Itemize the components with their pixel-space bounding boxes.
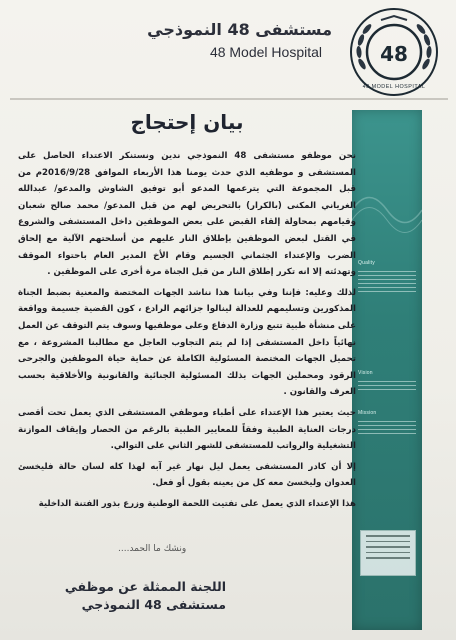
sidebar-label-vision: Vision xyxy=(358,370,373,376)
paragraph-5: هذا الإعتداء الذي يعمل على تفتيت اللحمة الوطنية وزرع بذور الفتنة الداخلية xyxy=(38,498,356,509)
sidebar-text-lines xyxy=(358,418,416,437)
hospital-name-english: 48 Model Hospital xyxy=(209,44,322,60)
contact-box xyxy=(360,530,416,576)
sidebar-text-lines xyxy=(358,378,416,393)
paragraph-1: نحن موظفو مستشفى 48 النموذجي ندين ونستنكر الاعتداء الحاصل على المستشفى و موظفيه الذي حدث يومنا هذا الأربعاء الموافق 2016/9/28م من قبل المجموعة التي يترعمها المدعو أبو توفيق الشاوش والمدعو/ عبدالله الغرياني المكنى (بالكرار) بالتحريض لهم من قبل المدعو/ محمد صالح شعبان وقيامهم بمحاولة إلقاء القبض على بعض الموظفين داخل المستشفى والشروع في القتل لبعض الموظفين بإطلاق النار عليهم من أسلحتهم الآلية مع إلحاق الضرب والإعتداء الجثماني الجسيم وقام الأخ المدير العام باحتواء الموقف وتهدئته إلا انه تكرر إطلاق النار من قبل الجناة مرة أخرى على الموظفين . xyxy=(18,151,356,278)
hospital-logo xyxy=(348,6,440,98)
paragraph-4: إلا أن كادر المستشفى يعمل ليل نهار غير آبه لهذا كله لسان حالة فليخسئ العدوان وليخسئ معه كل من يعينه بقول أو فعل. xyxy=(18,461,356,489)
paragraph-3: حيث يعتبر هذا الإعتداء على أطباء وموظفي المستشفى الذي يعمل تحت أقصى درجات العناية الطبية وفقاً للمعايير الطبية بالرغم من الحصار وإيقاف الموازنة التشغيلية والرواتب للمستشفى للشهر الثاني على التوالي. xyxy=(18,407,356,452)
statement-title: بيان إحتجاج xyxy=(130,110,244,134)
paragraph-2: لذلك وعليه: فإننا وفي بياننا هذا نناشد الجهات المختصة والمعنية بضبط الجناة المذكورين وتسليمهم للعدالة لينالوا جزائهم الرادع ، كون القضية جسيمة وواقعة على منشأة طبية تتبع وزارة الدفاع وعلى موظفيها وسوف يتم التوقف عن العمل نهائياً داخل المستشفى إذا لم يتم التجاوب العاجل مع مطالبنا المشروعة ، مع تحميل الجهات المختصة المسئولية الكاملة عن حماية حياة الموظفين والجرحى الرقود ومحملين الجهات بذلك المسئولية الجنائية والقانونية والأخلاقية بحسب العرف والقانون . xyxy=(18,287,356,398)
header-divider xyxy=(10,98,448,100)
letter-body xyxy=(18,106,356,516)
letterhead xyxy=(0,0,456,100)
hospital-line: مستشفى 48 النموذجي xyxy=(81,597,226,612)
sidebar-text-lines xyxy=(358,268,416,295)
committee-line: اللجنة الممثلة عن موظفي xyxy=(64,579,226,594)
wave-decoration xyxy=(352,180,422,240)
logo-number: 48 xyxy=(380,42,408,66)
decorative-sidebar xyxy=(352,110,422,630)
sidebar-label-quality: Quality xyxy=(358,260,375,266)
handwritten-note: ....ونشك ما الحمد xyxy=(118,544,187,554)
logo-text: 48 MODEL HOSPITAL xyxy=(362,84,426,90)
sidebar-label-mission: Mission xyxy=(358,410,377,416)
hospital-name-arabic: مستشفى 48 النموذجي xyxy=(147,20,332,39)
signatory-block xyxy=(56,578,226,614)
